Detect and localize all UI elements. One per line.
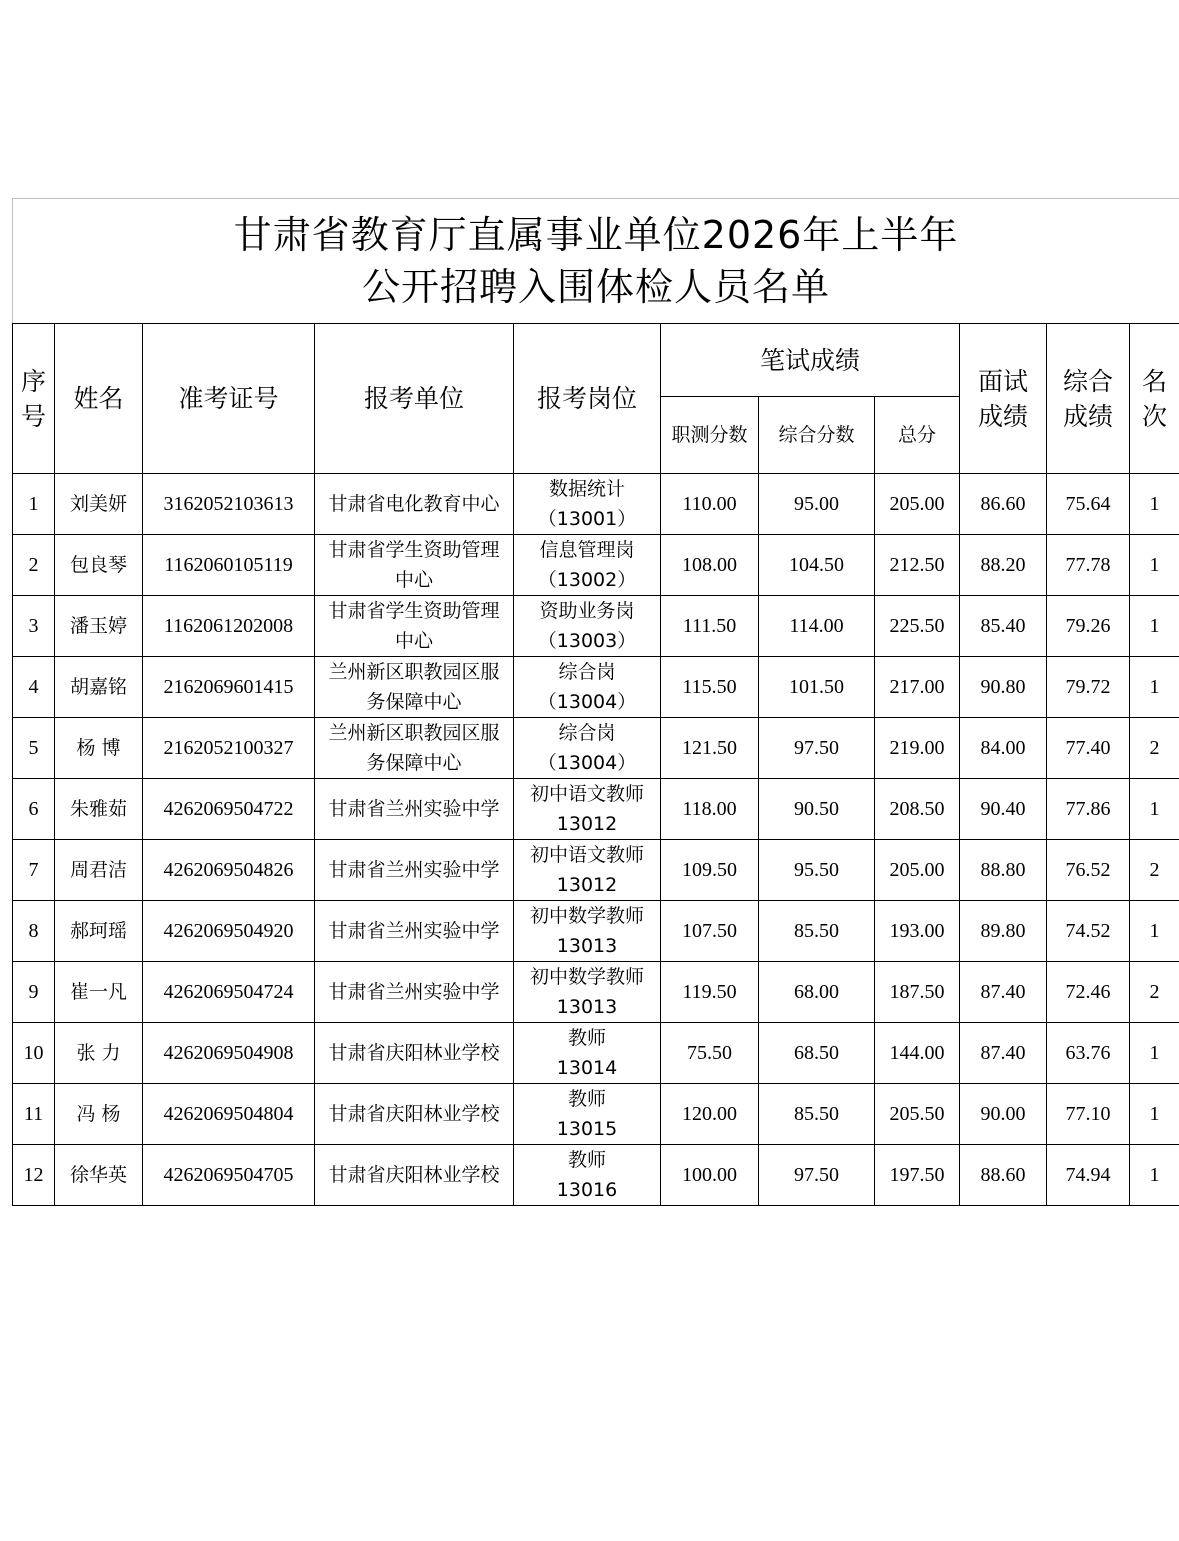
cell-unit: 甘肃省庆阳林业学校	[315, 1084, 514, 1145]
cell-zonghe: 101.50	[759, 657, 875, 718]
table-row	[13, 657, 1179, 718]
document-sheet	[12, 198, 1179, 1206]
cell-seq: 5	[13, 718, 55, 779]
cell-composite: 75.64	[1047, 474, 1130, 535]
cell-rank: 2	[1130, 718, 1179, 779]
cell-composite: 76.52	[1047, 840, 1130, 901]
cell-interview: 89.80	[960, 901, 1047, 962]
cell-zonghe: 68.50	[759, 1023, 875, 1084]
cell-composite: 79.26	[1047, 596, 1130, 657]
cell-exam-id: 2162052100327	[143, 718, 315, 779]
cell-name: 胡嘉铭	[55, 657, 143, 718]
cell-seq: 6	[13, 779, 55, 840]
cell-total: 219.00	[875, 718, 960, 779]
cell-composite: 79.72	[1047, 657, 1130, 718]
header-seq: 序 号	[13, 324, 55, 474]
cell-seq: 1	[13, 474, 55, 535]
cell-name: 刘美妍	[55, 474, 143, 535]
cell-composite: 74.52	[1047, 901, 1130, 962]
cell-post: 数据统计 （13001）	[514, 474, 661, 535]
cell-post: 初中语文教师 13012	[514, 779, 661, 840]
cell-total: 193.00	[875, 901, 960, 962]
header-written: 笔试成绩	[661, 324, 960, 397]
header-zonghe: 综合分数	[759, 397, 875, 474]
cell-name: 徐华英	[55, 1145, 143, 1206]
header-total: 总分	[875, 397, 960, 474]
cell-rank: 1	[1130, 1145, 1179, 1206]
cell-zhice: 110.00	[661, 474, 759, 535]
cell-composite: 77.10	[1047, 1084, 1130, 1145]
cell-zonghe: 90.50	[759, 779, 875, 840]
cell-exam-id: 3162052103613	[143, 474, 315, 535]
cell-zhice: 75.50	[661, 1023, 759, 1084]
cell-zhice: 121.50	[661, 718, 759, 779]
cell-zonghe: 68.00	[759, 962, 875, 1023]
cell-seq: 8	[13, 901, 55, 962]
cell-zhice: 120.00	[661, 1084, 759, 1145]
cell-unit: 甘肃省兰州实验中学	[315, 779, 514, 840]
cell-unit: 甘肃省庆阳林业学校	[315, 1145, 514, 1206]
cell-interview: 88.80	[960, 840, 1047, 901]
cell-total: 205.50	[875, 1084, 960, 1145]
table-row	[13, 535, 1179, 596]
cell-seq: 4	[13, 657, 55, 718]
cell-total: 212.50	[875, 535, 960, 596]
cell-composite: 74.94	[1047, 1145, 1130, 1206]
cell-composite: 72.46	[1047, 962, 1130, 1023]
cell-exam-id: 1162060105119	[143, 535, 315, 596]
table-row	[13, 1023, 1179, 1084]
cell-interview: 90.00	[960, 1084, 1047, 1145]
cell-name: 包良琴	[55, 535, 143, 596]
cell-total: 187.50	[875, 962, 960, 1023]
table-row	[13, 779, 1179, 840]
cell-post: 教师 13016	[514, 1145, 661, 1206]
cell-zonghe: 85.50	[759, 901, 875, 962]
cell-post: 资助业务岗 （13003）	[514, 596, 661, 657]
cell-interview: 90.80	[960, 657, 1047, 718]
cell-name: 崔一凡	[55, 962, 143, 1023]
cell-unit: 兰州新区职教园区服 务保障中心	[315, 718, 514, 779]
cell-post: 初中数学教师 13013	[514, 962, 661, 1023]
table-body	[13, 474, 1179, 1206]
cell-exam-id: 4262069504722	[143, 779, 315, 840]
table-row	[13, 474, 1179, 535]
cell-interview: 90.40	[960, 779, 1047, 840]
cell-rank: 1	[1130, 535, 1179, 596]
cell-seq: 12	[13, 1145, 55, 1206]
cell-name: 杨 博	[55, 718, 143, 779]
header-name: 姓名	[55, 324, 143, 474]
cell-unit: 甘肃省兰州实验中学	[315, 901, 514, 962]
cell-rank: 2	[1130, 840, 1179, 901]
cell-zhice: 107.50	[661, 901, 759, 962]
cell-exam-id: 4262069504804	[143, 1084, 315, 1145]
cell-post: 教师 13014	[514, 1023, 661, 1084]
candidate-table	[12, 323, 1179, 1206]
table-row	[13, 596, 1179, 657]
header-rank: 名 次	[1130, 324, 1179, 474]
page-title: 甘肃省教育厅直属事业单位2026年上半年	[233, 213, 959, 257]
table-row	[13, 1084, 1179, 1145]
cell-seq: 11	[13, 1084, 55, 1145]
cell-unit: 甘肃省学生资助管理 中心	[315, 596, 514, 657]
cell-zonghe: 104.50	[759, 535, 875, 596]
cell-composite: 77.40	[1047, 718, 1130, 779]
cell-unit: 甘肃省兰州实验中学	[315, 962, 514, 1023]
table-row	[13, 901, 1179, 962]
cell-zonghe: 97.50	[759, 1145, 875, 1206]
cell-zonghe: 95.00	[759, 474, 875, 535]
header-exam-id: 准考证号	[143, 324, 315, 474]
cell-rank: 1	[1130, 1084, 1179, 1145]
cell-post: 教师 13015	[514, 1084, 661, 1145]
cell-interview: 85.40	[960, 596, 1047, 657]
table-row	[13, 1145, 1179, 1206]
cell-exam-id: 1162061202008	[143, 596, 315, 657]
page-subtitle: 公开招聘入围体检人员名单	[361, 265, 830, 309]
cell-rank: 1	[1130, 1023, 1179, 1084]
cell-total: 208.50	[875, 779, 960, 840]
cell-post: 综合岗 （13004）	[514, 657, 661, 718]
cell-composite: 77.78	[1047, 535, 1130, 596]
cell-rank: 1	[1130, 779, 1179, 840]
cell-exam-id: 4262069504920	[143, 901, 315, 962]
cell-unit: 甘肃省兰州实验中学	[315, 840, 514, 901]
cell-zonghe: 95.50	[759, 840, 875, 901]
cell-total: 217.00	[875, 657, 960, 718]
cell-interview: 84.00	[960, 718, 1047, 779]
cell-zhice: 118.00	[661, 779, 759, 840]
cell-zonghe: 114.00	[759, 596, 875, 657]
cell-post: 初中数学教师 13013	[514, 901, 661, 962]
header-post: 报考岗位	[514, 324, 661, 474]
cell-post: 初中语文教师 13012	[514, 840, 661, 901]
cell-rank: 2	[1130, 962, 1179, 1023]
cell-zhice: 100.00	[661, 1145, 759, 1206]
cell-zhice: 108.00	[661, 535, 759, 596]
cell-seq: 2	[13, 535, 55, 596]
cell-name: 冯 杨	[55, 1084, 143, 1145]
cell-exam-id: 4262069504724	[143, 962, 315, 1023]
cell-total: 205.00	[875, 840, 960, 901]
cell-exam-id: 4262069504705	[143, 1145, 315, 1206]
cell-rank: 1	[1130, 657, 1179, 718]
cell-composite: 63.76	[1047, 1023, 1130, 1084]
cell-post: 综合岗 （13004）	[514, 718, 661, 779]
cell-interview: 88.60	[960, 1145, 1047, 1206]
cell-seq: 7	[13, 840, 55, 901]
cell-interview: 86.60	[960, 474, 1047, 535]
cell-exam-id: 4262069504826	[143, 840, 315, 901]
cell-total: 197.50	[875, 1145, 960, 1206]
cell-name: 周君洁	[55, 840, 143, 901]
cell-exam-id: 4262069504908	[143, 1023, 315, 1084]
cell-total: 144.00	[875, 1023, 960, 1084]
cell-seq: 10	[13, 1023, 55, 1084]
cell-rank: 1	[1130, 596, 1179, 657]
cell-zhice: 111.50	[661, 596, 759, 657]
cell-interview: 88.20	[960, 535, 1047, 596]
cell-zhice: 109.50	[661, 840, 759, 901]
cell-unit: 甘肃省电化教育中心	[315, 474, 514, 535]
header-composite: 综合 成绩	[1047, 324, 1130, 474]
cell-zonghe: 97.50	[759, 718, 875, 779]
cell-rank: 1	[1130, 474, 1179, 535]
cell-rank: 1	[1130, 901, 1179, 962]
cell-composite: 77.86	[1047, 779, 1130, 840]
cell-exam-id: 2162069601415	[143, 657, 315, 718]
cell-unit: 兰州新区职教园区服 务保障中心	[315, 657, 514, 718]
table-row	[13, 840, 1179, 901]
cell-interview: 87.40	[960, 962, 1047, 1023]
cell-unit: 甘肃省庆阳林业学校	[315, 1023, 514, 1084]
table-row	[13, 962, 1179, 1023]
cell-zhice: 115.50	[661, 657, 759, 718]
cell-name: 郝珂瑶	[55, 901, 143, 962]
cell-total: 205.00	[875, 474, 960, 535]
cell-zhice: 119.50	[661, 962, 759, 1023]
cell-name: 潘玉婷	[55, 596, 143, 657]
cell-post: 信息管理岗 （13002）	[514, 535, 661, 596]
cell-total: 225.50	[875, 596, 960, 657]
cell-seq: 3	[13, 596, 55, 657]
cell-seq: 9	[13, 962, 55, 1023]
cell-unit: 甘肃省学生资助管理 中心	[315, 535, 514, 596]
table-row	[13, 718, 1179, 779]
cell-name: 朱雅茹	[55, 779, 143, 840]
cell-interview: 87.40	[960, 1023, 1047, 1084]
header-interview: 面试 成绩	[960, 324, 1047, 474]
title-block	[12, 198, 1179, 323]
header-unit: 报考单位	[315, 324, 514, 474]
cell-name: 张 力	[55, 1023, 143, 1084]
header-zhice: 职测分数	[661, 397, 759, 474]
cell-zonghe: 85.50	[759, 1084, 875, 1145]
